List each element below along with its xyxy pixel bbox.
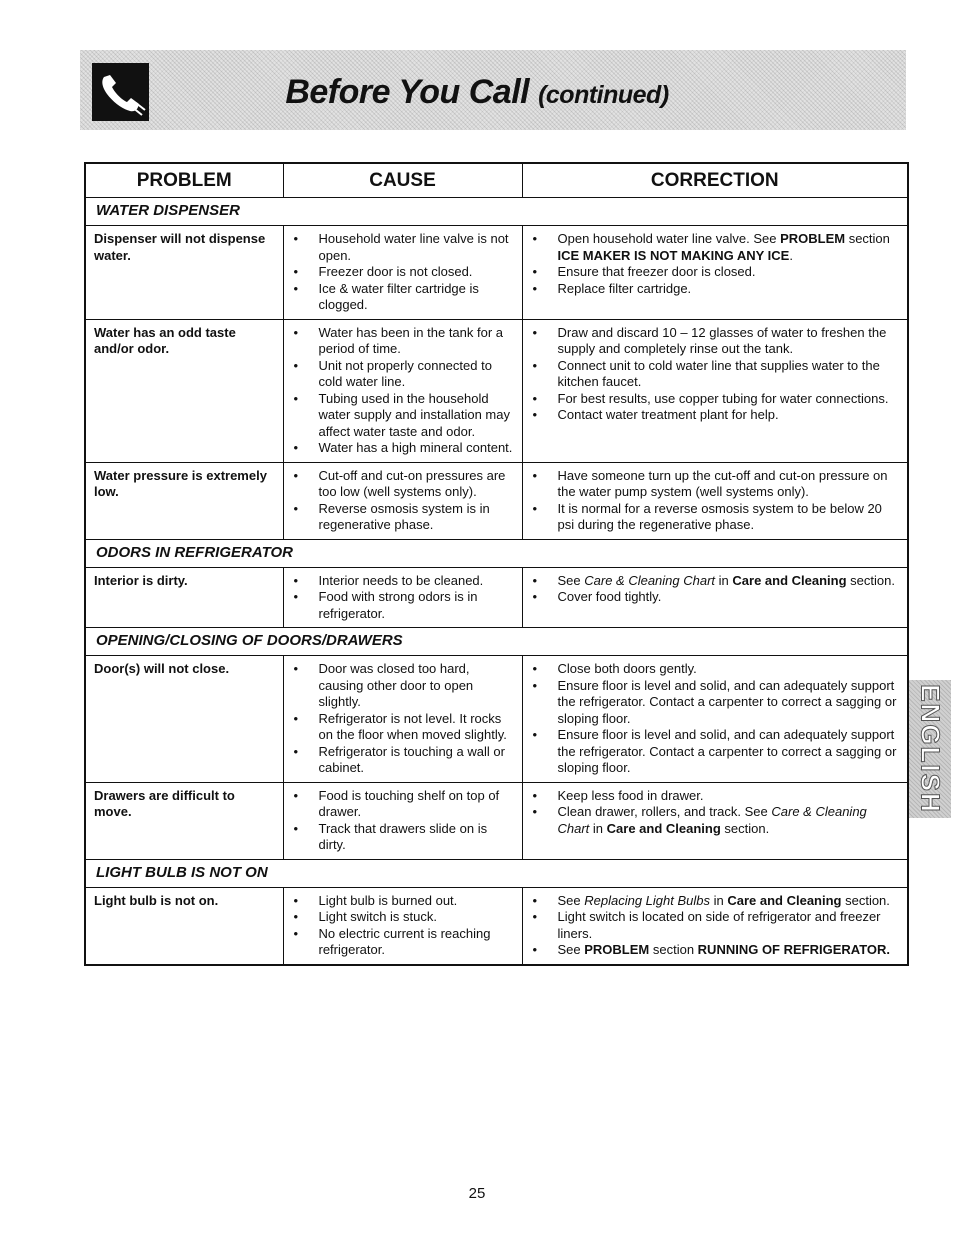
correction-text: Care and Cleaning [732,572,847,588]
correction-text: Replace filter cartridge. [557,280,692,296]
correction-list [529,325,902,424]
table-row [85,462,908,539]
correction-item [529,231,902,264]
correction-text: Care and Cleaning [606,820,721,836]
correction-text: Replacing Light Bulbs [584,892,710,908]
problem-cell: Drawers are difficult to move. [85,782,283,859]
title-continued: (continued) [538,81,669,109]
correction-text: section [845,231,890,246]
correction-text: Close both doors gently. [557,661,697,676]
table-row [85,319,908,462]
cause-list [290,231,516,314]
correction-text: in [589,820,607,836]
column-header-problem: PROBLEM [85,163,283,198]
correction-cell [522,226,908,320]
cause-cell [283,567,522,628]
correction-text: Light switch is located on side of refrigerator and freezer liners. [557,909,881,941]
correction-text: Contact water treatment plant for help. [557,407,779,422]
correction-text: It is normal for a reverse osmosis system to be below 20 psi during the regenerative phase. [557,500,882,532]
cause-cell [283,887,522,965]
correction-text: section [649,942,698,957]
correction-text: section. [846,572,895,588]
cause-cell [283,226,522,320]
problem-cell: Light bulb is not on. [85,887,283,965]
cause-item: • Interior needs to be cleaned. [290,573,516,590]
section-row [85,198,908,226]
correction-text: RUNNING OF REFRIGERATOR. [697,942,891,957]
page-number: 25 [468,1185,486,1202]
correction-text: Connect unit to cold water line that supplies water to the kitchen faucet. [557,357,880,389]
correction-list [529,231,902,297]
correction-text: ICE MAKER IS NOT MAKING ANY ICE [557,247,790,263]
correction-cell [522,319,908,462]
troubleshooting-table [84,162,909,966]
correction-item [529,909,902,942]
section-row [85,628,908,656]
correction-text: Care & Cleaning Chart [584,572,716,588]
correction-item [529,727,902,777]
correction-item [529,264,902,281]
cause-list [290,468,516,534]
correction-item [529,942,902,959]
side-tab-label: ENGLISH [915,684,946,814]
problem-cell: Water pressure is extremely low. [85,462,283,539]
problem-cell: Dispenser will not dispense water. [85,226,283,320]
table-header-row [85,163,908,198]
correction-list [529,788,902,838]
cause-item: • Cut-off and cut-on pressures are too low (well systems only). [290,468,516,501]
correction-cell [522,782,908,859]
section-title: OPENING/CLOSING OF DOORS/DRAWERS [85,628,908,656]
correction-list [529,893,902,959]
correction-cell [522,656,908,783]
table-row [85,656,908,783]
correction-text: Ensure floor is level and solid, and can adequately support the refrigerator. Contact a carpenter to correct a sagging or sloping floor. [557,677,897,726]
correction-item [529,325,902,358]
section-title: LIGHT BULB IS NOT ON [85,859,908,887]
cause-item: • Light bulb is burned out. [290,893,516,910]
correction-item [529,468,902,501]
correction-text: See [557,892,585,908]
cause-item: • Food with strong odors is in refrigerator. [290,589,516,622]
table-row [85,887,908,965]
correction-item [529,804,902,837]
correction-cell [522,462,908,539]
cause-item: • Food is touching shelf on top of drawer. [290,788,516,821]
cause-item: • Ice & water filter cartridge is clogged. [290,281,516,314]
cause-item: • Refrigerator is touching a wall or cabinet. [290,744,516,777]
correction-item [529,281,902,298]
correction-text: Clean drawer, rollers, and track. See [557,804,772,819]
cause-item: • Light switch is stuck. [290,909,516,926]
cause-item: • Track that drawers slide on is dirty. [290,821,516,854]
correction-text: Care and Cleaning [727,892,842,908]
section-row [85,539,908,567]
correction-text: For best results, use copper tubing for water connections. [557,390,889,406]
cause-list [290,893,516,959]
correction-text: Open household water line valve. See [557,231,781,246]
correction-text: PROBLEM [584,942,650,957]
correction-text: section. [841,892,890,908]
correction-text: Draw and discard 10 – 12 glasses of water to freshen the supply and completely rinse out the tank. [557,324,887,356]
correction-text: Ensure floor is level and solid, and can adequately support the refrigerator. Contact a carpenter to correct a sagging or sloping floor. [557,727,897,775]
correction-text: in [710,892,728,908]
correction-text: section. [720,820,770,836]
correction-cell [522,887,908,965]
cause-item: • Refrigerator is not level. It rocks on the floor when moved slightly. [290,711,516,744]
correction-text: Care & Cleaning Chart [557,804,867,836]
correction-text: PROBLEM [780,231,846,246]
correction-text: See [557,572,585,588]
cause-item: • Freezer door is not closed. [290,264,516,281]
correction-item [529,788,902,805]
cause-item: • Water has been in the tank for a period of time. [290,325,516,358]
section-title: ODORS IN REFRIGERATOR [85,539,908,567]
title-text: Before You Call [285,73,530,111]
correction-text: See [557,942,585,957]
cause-cell [283,656,522,783]
cause-item: • Reverse osmosis system is in regenerative phase. [290,501,516,534]
page-title [0,73,954,112]
cause-cell [283,462,522,539]
correction-text: in [715,572,733,588]
cause-item: • Unit not properly connected to cold water line. [290,358,516,391]
correction-list [529,661,902,777]
correction-item [529,678,902,728]
cause-item: • Door was closed too hard, causing other door to open slightly. [290,661,516,711]
correction-text: . [789,247,793,263]
cause-item: • Water has a high mineral content. [290,440,516,457]
correction-item [529,573,902,590]
problem-cell: Door(s) will not close. [85,656,283,783]
table-row [85,567,908,628]
correction-item [529,358,902,391]
cause-cell [283,319,522,462]
correction-list [529,573,902,606]
cause-list [290,661,516,777]
correction-item [529,407,902,424]
section-row [85,859,908,887]
section-title: WATER DISPENSER [85,198,908,226]
table-row [85,226,908,320]
correction-text: Cover food tightly. [557,589,662,604]
cause-list [290,573,516,623]
correction-text: Keep less food in drawer. [557,787,704,803]
cause-cell [283,782,522,859]
correction-item [529,501,902,534]
cause-item: • No electric current is reaching refrigerator. [290,926,516,959]
correction-item [529,391,902,408]
column-header-cause: CAUSE [283,163,522,198]
correction-text: Ensure that freezer door is closed. [557,264,756,279]
english-side-tab [909,680,951,818]
problem-cell: Interior is dirty. [85,567,283,628]
problem-cell: Water has an odd taste and/or odor. [85,319,283,462]
table-row [85,782,908,859]
cause-item: • Tubing used in the household water supply and installation may affect water taste and odor. [290,391,516,441]
correction-item [529,661,902,678]
correction-item [529,893,902,910]
cause-list [290,325,516,457]
cause-item: • Household water line valve is not open. [290,231,516,264]
correction-text: Have someone turn up the cut-off and cut-on pressure on the water pump system (well systems only). [557,467,888,499]
correction-cell [522,567,908,628]
correction-list [529,468,902,534]
correction-item [529,589,902,606]
table-body [85,198,908,965]
cause-list [290,788,516,854]
column-header-correction: CORRECTION [522,163,908,198]
